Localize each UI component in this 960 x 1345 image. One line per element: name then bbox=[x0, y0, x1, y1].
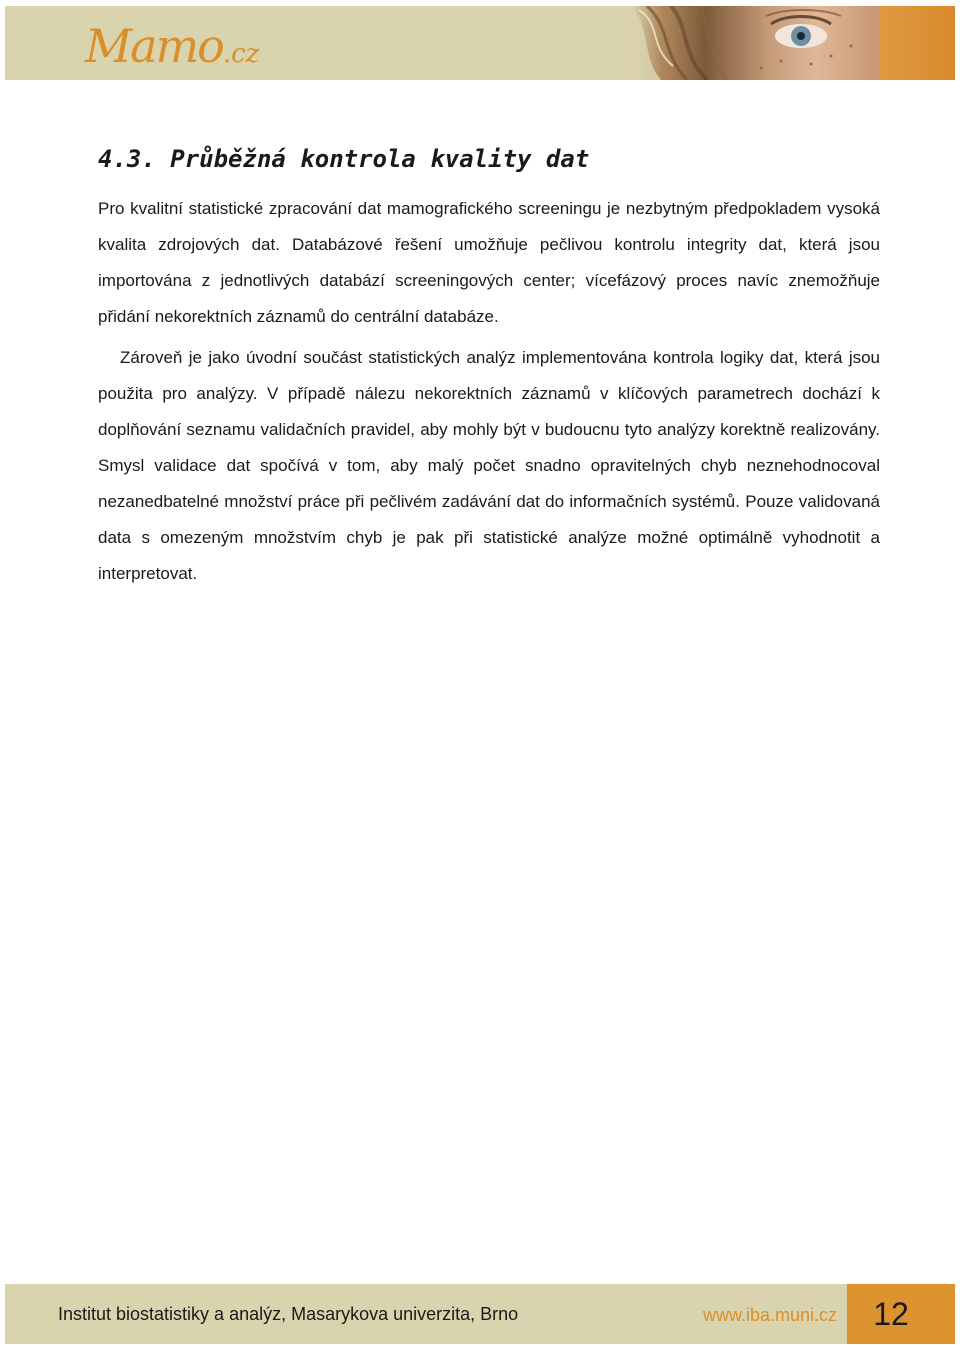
page-footer bbox=[5, 1284, 955, 1344]
main-content bbox=[98, 140, 880, 592]
paragraph-2: Zároveň je jako úvodní součást statistických analýz implementována kontrola logiky dat, která jsou použita pro analýzy. V případě nálezu nekorektních záznamů v klíčových parametrech dochází k doplňování seznamu validačních pravidel, aby mohly být v budoucnu tyto analýzy korektně realizovány. Smysl validace dat spočívá v tom, aby malý počet snadno opravitelných chyb neznehodnocoval nezanedbatelné množství práce při pečlivém zadávání dat do informačních systémů. Pouze validovaná data s omezeným množstvím chyb je pak při statistické analýze možné optimálně vyhodnotit a interpretovat. bbox=[98, 348, 880, 583]
woman-eye-photo-icon bbox=[631, 6, 879, 80]
mamo-logo-icon bbox=[85, 18, 259, 74]
page-header bbox=[5, 6, 955, 80]
logo-suffix-text: .cz bbox=[222, 39, 260, 69]
header-accent-block bbox=[879, 6, 955, 80]
logo-main-text: Mamo bbox=[85, 19, 223, 73]
footer-url-link[interactable]: www.iba.muni.cz bbox=[702, 1305, 837, 1325]
page-number: 12 bbox=[847, 1284, 955, 1344]
footer-institution: Institut biostatistiky a analýz, Masarykova univerzita, Brno bbox=[58, 1304, 519, 1324]
section-heading: 4.3. Průběžná kontrola kvality dat bbox=[98, 145, 590, 173]
paragraph-1: Pro kvalitní statistické zpracování dat mamografického screeningu je nezbytným předpokladem vysoká kvalita zdrojových dat. Databázové řešení umožňuje pečlivou kontrolu integrity dat, která jsou importována z jednotlivých databází screeningových center; vícefázový proces navíc znemožňuje přidání nekorektních záznamů do centrální databáze. bbox=[98, 199, 880, 326]
